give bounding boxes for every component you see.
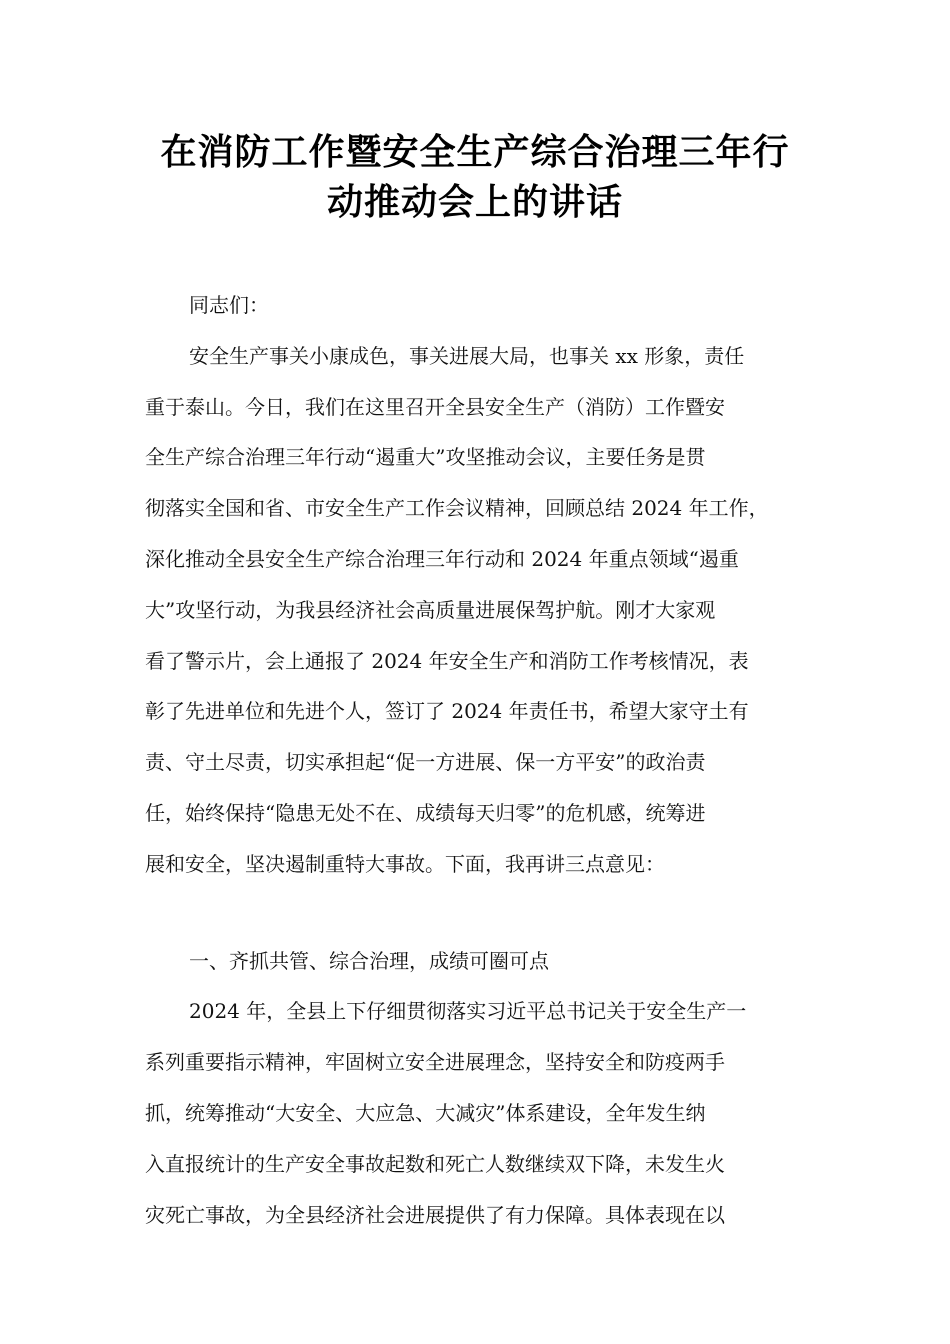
paragraph-line: 任，始终保持“隐患无处不在、成绩每天归零”的危机感，统筹进 [145,800,706,825]
document-title [120,128,830,228]
title-line-1: 在消防工作暨安全生产综合治理三年行 [160,132,790,173]
section-heading: 一、齐抓共管、综合治理，成绩可圈可点 [189,948,549,973]
paragraph-line: 责、守土尽责，切实承担起“促一方进展、保一方平安”的政治责 [145,750,706,775]
title-line-2: 动推动会上的讲话 [326,182,623,223]
paragraph-line: 系列重要指示精神，牢固树立安全进展理念，坚持安全和防疫两手 [145,1050,725,1075]
paragraph-line: 抓，统筹推动“大安全、大应急、大减灾”体系建设，全年发生纳 [145,1100,706,1125]
paragraph-line: 安全生产事关小康成色，事关进展大局，也事关 xx 形象，责任 [189,343,745,368]
paragraph-line: 彰了先进单位和先进个人，签订了 2024 年责任书，希望大家守土有 [145,699,749,724]
intro-paragraph [145,331,825,890]
paragraph-line: 全生产综合治理三年行动“遏重大”攻坚推动会议，主要任务是贯 [145,445,706,470]
document-body [145,280,825,1240]
paragraph-line: 大”攻坚行动，为我县经济社会高质量进展保驾护航。刚才大家观 [145,597,716,622]
section-1-paragraph [145,986,825,1240]
paragraph-line: 彻落实全国和省、市安全生产工作会议精神，回顾总结 2024 年工作， [145,496,769,521]
paragraph-line: 深化推动全县安全生产综合治理三年行动和 2024 年重点领域“遏重 [145,546,739,571]
paragraph-line: 灾死亡事故，为全县经济社会进展提供了有力保障。具体表现在以 [145,1202,725,1227]
paragraph-line: 重于泰山。今日，我们在这里召开全县安全生产（消防）工作暨安 [145,394,725,419]
paragraph-line: 展和安全，坚决遏制重特大事故。下面，我再讲三点意见： [145,851,665,876]
paragraph-line: 看了警示片，会上通报了 2024 年安全生产和消防工作考核情况，表 [145,648,749,673]
paragraph-line: 入直报统计的生产安全事故起数和死亡人数继续双下降，未发生火 [145,1151,725,1176]
salutation: 同志们： [189,293,269,317]
paragraph-line: 2024 年，全县上下仔细贯彻落实习近平总书记关于安全生产一 [189,999,747,1024]
paragraph-gap [145,890,825,936]
